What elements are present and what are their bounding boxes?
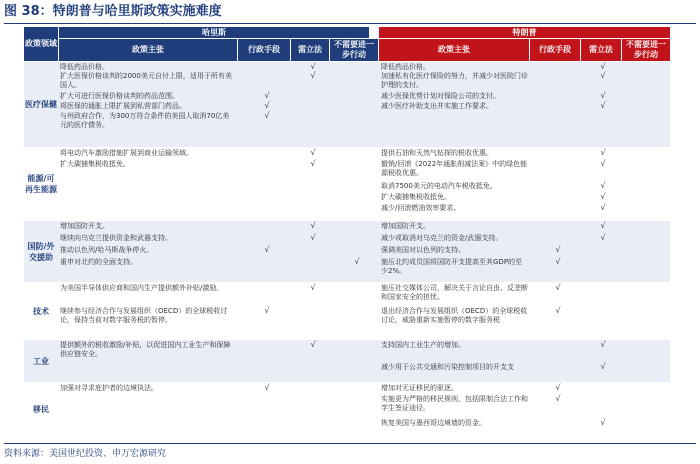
figure-title: 图 38：特朗普与哈里斯政策实施难度 bbox=[4, 2, 696, 24]
trump-check-exec: √ bbox=[555, 383, 561, 392]
trump-check-legis: √ bbox=[600, 62, 606, 71]
header-trump-exec: 行政手段 bbox=[530, 39, 580, 61]
trump-check-legis: √ bbox=[600, 203, 606, 212]
header-harris: 哈里斯 bbox=[59, 27, 369, 38]
harris-policy-text: 降低药品价格。 bbox=[60, 63, 109, 71]
trump-check-exec: √ bbox=[555, 306, 561, 315]
trump-check-exec: √ bbox=[555, 245, 561, 254]
category-industry: 工业 bbox=[33, 356, 49, 366]
harris-check-exec: √ bbox=[264, 91, 270, 100]
trump-policy-text: 实施更为严格的移民规则，包括限制合法工作和学生签证途径。 bbox=[381, 395, 528, 412]
harris-check-exec: √ bbox=[264, 383, 270, 392]
trump-policy-text: 减少用于公共交通和污染控制项目的开支支 bbox=[381, 363, 514, 371]
trump-check-legis: √ bbox=[600, 71, 606, 80]
harris-check-legis: √ bbox=[310, 233, 316, 242]
header-trump-none: 不需要进一步行动 bbox=[622, 39, 670, 61]
header-trump: 特朗普 bbox=[379, 27, 670, 38]
harris-check-legis: √ bbox=[310, 340, 316, 349]
harris-check-exec: √ bbox=[264, 306, 270, 315]
trump-policy-text: 减少医疗补助支出并实施工作要求。 bbox=[381, 102, 493, 110]
trump-policy-text: 减少或取消对乌克兰的资金/武器支持。 bbox=[381, 234, 503, 242]
harris-policy-text: 为美国半导体供应商和国内生产提供额外补贴/激励。 bbox=[60, 284, 224, 292]
category-technology: 技术 bbox=[33, 306, 49, 316]
category-energy: 能源/可再生能源 bbox=[25, 174, 57, 194]
harris-policy-text: 加强对寻求庇护者的边境执法。 bbox=[60, 384, 158, 392]
harris-policy-text: 继续向乌克兰提供资金和武器支持。 bbox=[60, 234, 172, 242]
header-harris-policy: 政策主张 bbox=[59, 39, 237, 61]
harris-policy-text: 推动以色列/哈马斯战争停火。 bbox=[60, 246, 154, 254]
category-defense: 国防/外交援助 bbox=[27, 241, 55, 262]
trump-check-legis: √ bbox=[600, 221, 606, 230]
harris-check-legis: √ bbox=[310, 71, 316, 80]
trump-policy-text: 降低药品价格。 bbox=[381, 63, 430, 71]
trump-policy-text: 提供石油和天然气钻探的税收优惠。 bbox=[381, 149, 493, 157]
harris-check-exec: √ bbox=[264, 101, 270, 110]
harris-policy-text: 扩大医保价格谈判的2000美元自付上限，适用于所有美国人。 bbox=[60, 72, 232, 89]
harris-policy-text: 增加国防开支。 bbox=[60, 222, 109, 230]
trump-policy-text: 退出经济合作与发展组织（OECD）的全球税收讨论，威胁重新实施暂停的数字服务税 bbox=[381, 307, 528, 324]
harris-policy-text: 扩大碳捕集税收抵免。 bbox=[60, 160, 130, 168]
harris-check-exec: √ bbox=[264, 245, 270, 254]
trump-check-legis: √ bbox=[600, 148, 606, 157]
trump-policy-text: 取消7500美元的电动汽车税收抵免。 bbox=[381, 182, 497, 190]
harris-policy-text: 扩大可进行医保价格谈判的药品范围。 bbox=[60, 92, 179, 100]
trump-policy-text: 减少/回滚燃油效率要求。 bbox=[381, 204, 461, 212]
header-trump-legis: 需立法 bbox=[581, 39, 621, 61]
trump-policy-text: 恢复美国与墨西哥边境墙的资金。 bbox=[381, 419, 486, 427]
harris-policy-text: 继续参与经济合作与发展组织（OECD）的全球税收讨论，保持当前对数字服务税的暂停。 bbox=[60, 307, 228, 324]
trump-check-legis: √ bbox=[600, 159, 606, 168]
harris-check-legis: √ bbox=[310, 62, 316, 71]
harris-policy-text: 将医保的通胀上限扩展到私营部门药品。 bbox=[60, 102, 186, 110]
trump-check-legis: √ bbox=[600, 91, 606, 100]
trump-policy-text: 强调美国对以色列的支持。 bbox=[381, 246, 465, 254]
trump-policy-text: 增加对无证移民的驱逐。 bbox=[381, 384, 458, 392]
trump-check-legis: √ bbox=[600, 362, 606, 371]
trump-policy-text: 扩大碳捕集税收抵免。 bbox=[381, 193, 451, 201]
header-harris-exec: 行政手段 bbox=[238, 39, 290, 61]
header-policy-field: 政策领域 bbox=[24, 27, 58, 61]
harris-check-legis: √ bbox=[310, 221, 316, 230]
trump-check-exec: √ bbox=[555, 394, 561, 403]
trump-policy-text: 支持国内工业生产的增加。 bbox=[381, 341, 465, 349]
harris-check-legis: √ bbox=[310, 283, 316, 292]
harris-check-legis: √ bbox=[310, 159, 316, 168]
harris-check-none: √ bbox=[354, 257, 360, 266]
category-immigration: 移民 bbox=[33, 404, 49, 414]
category-healthcare: 医疗保健 bbox=[25, 100, 57, 109]
harris-policy-text: 重申对北约的全面支持。 bbox=[60, 258, 137, 266]
trump-check-exec: √ bbox=[555, 283, 561, 292]
header-harris-legis: 需立法 bbox=[291, 39, 329, 61]
harris-policy-text: 将电动汽车激励措施扩展到商业运输领域。 bbox=[60, 149, 193, 157]
trump-check-legis: √ bbox=[600, 233, 606, 242]
trump-check-legis: √ bbox=[600, 340, 606, 349]
trump-policy-text: 撤销/回滚《2022年通胀削减法案》中的绿色能源税收优惠。 bbox=[381, 160, 528, 177]
trump-check-legis: √ bbox=[600, 418, 606, 427]
trump-check-legis: √ bbox=[600, 181, 606, 190]
trump-policy-text: 减少医保优势计划对保险公司的支付。 bbox=[381, 92, 500, 100]
trump-policy-text: 施压北约成员国将国防开支提高至其GDP的至少2%。 bbox=[381, 258, 523, 275]
header-trump-policy: 政策主张 bbox=[379, 39, 529, 61]
source-note: 资料来源：美国世纪投资、申万宏源研究 bbox=[4, 443, 696, 459]
trump-check-exec: √ bbox=[555, 257, 561, 266]
header-harris-none: 不需要进一步行动 bbox=[330, 39, 378, 61]
harris-policy-text: 提供额外的税收激励/补贴，以促进国内工业生产和保障供应链安全。 bbox=[60, 341, 231, 358]
harris-check-legis: √ bbox=[310, 148, 316, 157]
trump-check-legis: √ bbox=[600, 192, 606, 201]
trump-check-legis: √ bbox=[600, 101, 606, 110]
trump-policy-text: 加速私有化医疗保险的努力，并减少对医院门诊护理的支付。 bbox=[381, 72, 528, 89]
trump-policy-text: 增加国防开支。 bbox=[381, 222, 430, 230]
harris-policy-text: 与州政府合作，为300万符合条件的美国人取消70亿美元的医疗债务。 bbox=[60, 112, 230, 129]
trump-policy-text: 施压社交媒体公司，解决关于言论自由、反垄断和国家安全的担忧。 bbox=[381, 284, 528, 301]
harris-check-exec: √ bbox=[264, 111, 270, 120]
